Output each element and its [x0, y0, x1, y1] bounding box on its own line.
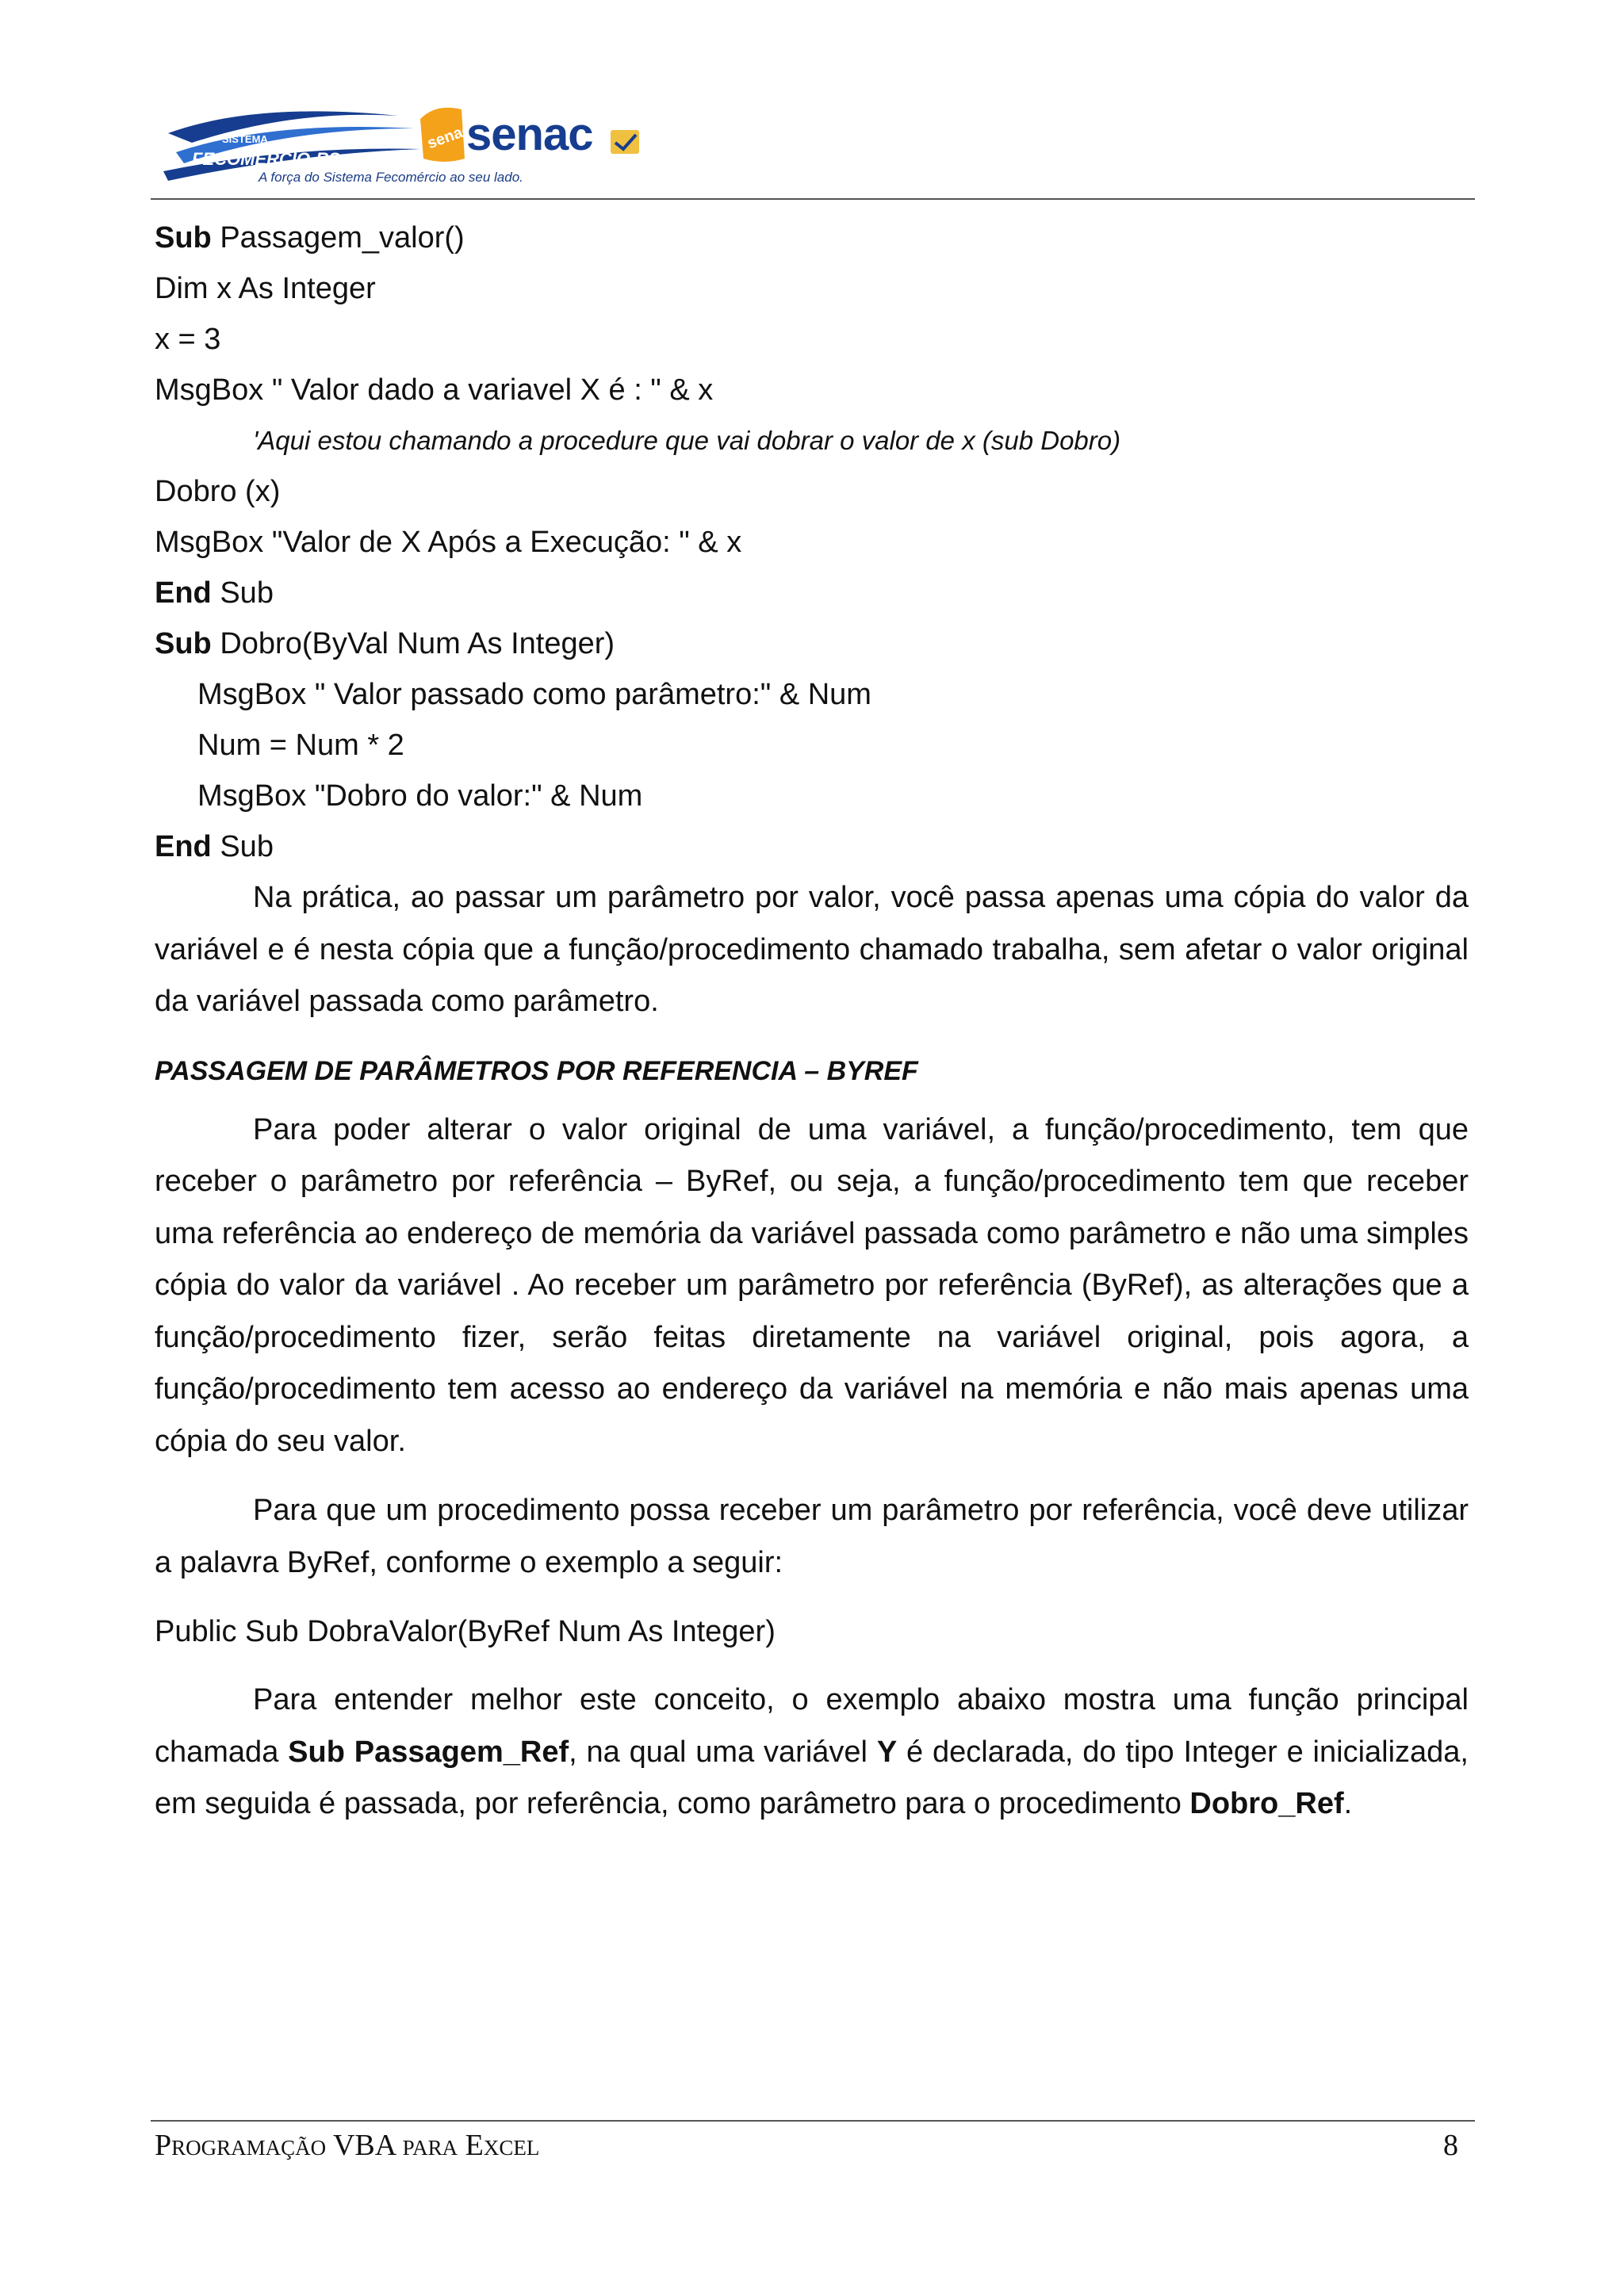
bold-term: Sub Passagem_Ref [288, 1735, 569, 1769]
code-keyword: Sub [155, 627, 212, 660]
paragraph-text: . [1343, 1787, 1353, 1820]
code-line: Num = Num * 2 [197, 729, 404, 762]
page-header [151, 87, 1475, 201]
code-keyword: End [155, 830, 212, 863]
code-line: MsgBox "Valor de X Após a Execução: " & x [155, 526, 742, 559]
senac-badge-text: senac [425, 121, 473, 153]
code-line [155, 212, 1469, 263]
bold-term: Dobro_Ref [1189, 1787, 1344, 1820]
code-text: Sub [211, 576, 274, 610]
code-line: x = 3 [155, 323, 221, 356]
page-number: 8 [1443, 2129, 1458, 2162]
fecomercio-logo-top: SISTEMA [222, 133, 268, 145]
code-line: Dim x As Integer [155, 272, 376, 305]
page-content [155, 212, 1469, 1831]
code-text: Sub [211, 830, 274, 863]
paragraph-example-intro [155, 1674, 1469, 1831]
senac-seal-icon [611, 130, 639, 154]
code-line [155, 568, 1469, 618]
fecomercio-logo-main: FECOMÉRCIO-RS [192, 149, 340, 169]
code-comment: 'Aqui estou chamando a procedure que vai dobrar o valor de x (sub Dobro) [253, 426, 1121, 455]
paragraph-text: é declarada, do tipo Integer e inicializada, em seguida é passada, por referência, como parâmetro para o procedimento [155, 1735, 1469, 1820]
paragraph-byref-usage: Para que um procedimento possa receber um parâmetro por referência, você deve utilizar a palavra ByRef, conforme o exemplo a seguir: [155, 1494, 1469, 1579]
footer-title: Programação VBA para Excel [155, 2129, 540, 2162]
header-tagline: A força do Sistema Fecomércio ao seu lado. [259, 170, 523, 185]
code-text: Dobro(ByVal Num As Integer) [211, 627, 615, 660]
code-line: MsgBox " Valor dado a variavel X é : " & x [155, 373, 714, 407]
code-text: Passagem_valor() [211, 221, 465, 254]
bold-term: Y [876, 1735, 898, 1769]
code-line [155, 821, 1469, 872]
code-keyword: Sub [155, 221, 212, 254]
code-line [155, 618, 1469, 669]
senac-wordmark: senac [466, 109, 593, 160]
paragraph-text: Para entender melhor este conceito, o exemplo abaixo mostra uma função principal chamada [155, 1683, 1469, 1769]
code-keyword: End [155, 576, 212, 610]
footer-divider [151, 2120, 1475, 2122]
paragraph-byref-explanation: Para poder alterar o valor original de uma variável, a função/procedimento, tem que receber o parâmetro por referência – ByRef, ou seja, a função/procedimento tem que receber uma referência ao endereço de memória da variável passada como parâmetro e não uma simples cópia do valor da variável . Ao receber um parâmetro por referência (ByRef), as alterações que a função/procedimento fizer, serão feitas diretamente na variável original, pois agora, a função/procedimento tem acesso ao endereço da variável na memória e não mais apenas uma cópia do seu valor. [155, 1112, 1469, 1458]
code-line: MsgBox "Dobro do valor:" & Num [197, 779, 643, 813]
code-line-byref-example: Public Sub DobraValor(ByRef Num As Integer) [155, 1615, 776, 1648]
paragraph-text: , na qual uma variável [569, 1735, 877, 1769]
code-line: Dobro (x) [155, 475, 281, 508]
paragraph-byval-explanation: Na prática, ao passar um parâmetro por valor, você passa apenas uma cópia do valor da variável e é nesta cópia que a função/procedimento chamado trabalha, sem afetar o valor original da variável passada como parâmetro. [155, 881, 1469, 1018]
header-divider [151, 198, 1475, 200]
code-line: MsgBox " Valor passado como parâmetro:" & Num [197, 678, 871, 711]
section-heading: PASSAGEM DE PARÂMETROS POR REFERENCIA – BYREF [155, 1055, 918, 1086]
